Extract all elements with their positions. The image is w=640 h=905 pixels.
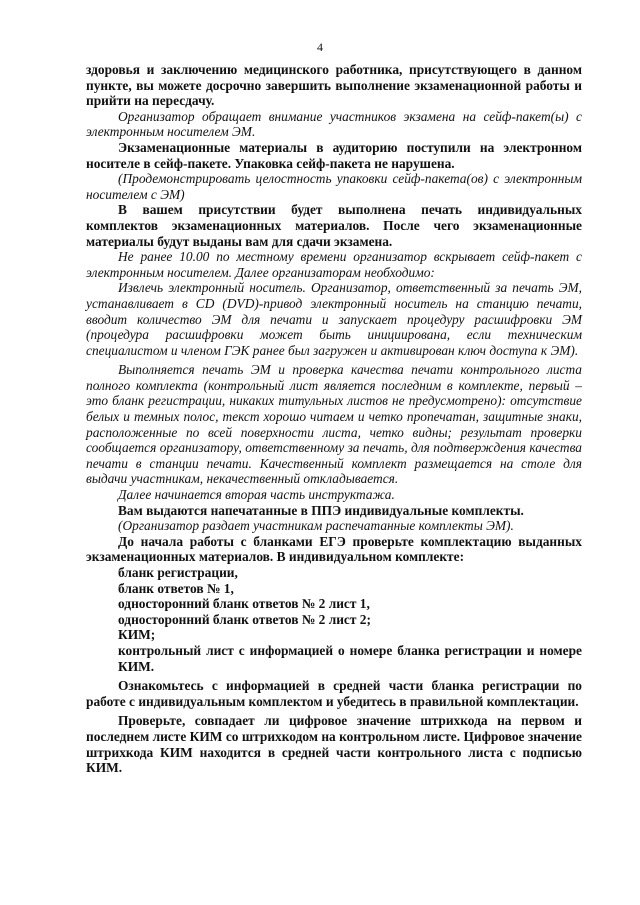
closing-paragraph-1: Ознакомьтесь с информацией в средней части бланка регистрации по работе с индивидуальным комплектом и убедитесь в правильной комплектации. xyxy=(86,678,582,709)
paragraph-11: (Организатор раздает участникам распечатанные комплекты ЭМ). xyxy=(118,518,514,534)
page-number: 4 xyxy=(317,40,323,54)
paragraph-5: В вашем присутствии будет выполнена печать индивидуальных комплектов экзаменационных материалов. После чего экзаменационные материалы будут выданы вам для сдачи экзамена. xyxy=(86,202,582,249)
document-body xyxy=(86,62,582,776)
paragraph-6: Не ранее 10.00 по местному времени организатор вскрывает сейф-пакет с электронным носителем. Далее организаторам необходимо: xyxy=(86,249,582,280)
kit-item-answer-form-2-sheet-2: односторонний бланк ответов № 2 лист 2; xyxy=(118,611,371,627)
paragraph-4: (Продемонстрировать целостность упаковки сейф-пакета(ов) с электронным носителем с ЭМ) xyxy=(86,171,582,202)
kit-item-control-sheet: контрольный лист с информацией о номере бланка регистрации и номере КИМ. xyxy=(118,642,582,674)
paragraph-9: Далее начинается вторая часть инструктажа. xyxy=(118,487,395,503)
kit-item-answer-form-1: бланк ответов № 1, xyxy=(118,580,234,596)
paragraph-12: До начала работы с бланками ЕГЭ проверьте комплектацию выданных экзаменационных материалов. В индивидуальном комплекте: xyxy=(86,533,582,565)
kit-item-kim: КИМ; xyxy=(118,627,156,643)
paragraph-2: Организатор обращает внимание участников экзамена на сейф-пакет(ы) с электронным носителем ЭМ. xyxy=(86,108,582,140)
paragraph-7: Извлечь электронный носитель. Организатор, ответственный за печать ЭМ, устанавливает в CD (DVD)-привод электронный носитель на станцию печати, вводит количество ЭМ для печати и запускает процедуру расшифровки ЭМ (процедура расшифровки может быть инициирована, если техническим специалистом и членом ГЭК ранее был загружен и активирован ключ доступа к ЭМ). xyxy=(86,280,582,358)
paragraph-8: Выполняется печать ЭМ и проверка качества печати контрольного листа полного комплекта (контрольный лист является последним в комплекте, первый – это бланк регистрации, никаких титульных листов не предусмотрено): отсутствие белых и темных полос, текст хорошо читаем и четко пропечатан, защитные знаки, расположенные по всей поверхности листа, четко видны; результат проверки сообщается организатору, ответственному за печать, для подтверждения качества печати в станции печати. Качественный комплект размещается на столе для выдачи участникам, некачественный откладывается. xyxy=(86,362,582,487)
closing-paragraph-2: Проверьте, совпадает ли цифровое значение штрихкода на первом и последнем листе КИМ со штрихкодом на контрольном листе. Цифровое значение штрихкода КИМ находится в средней части контрольного листа с подписью КИМ. xyxy=(86,713,582,776)
paragraph-3: Экзаменационные материалы в аудиторию поступили на электронном носителе в сейф-пакете. Упаковка сейф-пакета не нарушена. xyxy=(86,139,582,171)
paragraph-10: Вам выдаются напечатанные в ППЭ индивидуальные комплекты. xyxy=(118,502,524,518)
kit-item-registration-form: бланк регистрации, xyxy=(118,565,238,580)
paragraph-1: здоровья и заключению медицинского работника, присутствующего в данном пункте, вы можете досрочно завершить выполнение экзаменационной работы и прийти на пересдачу. xyxy=(86,62,582,109)
kit-item-answer-form-2-sheet-1: односторонний бланк ответов № 2 лист 1, xyxy=(118,596,370,612)
